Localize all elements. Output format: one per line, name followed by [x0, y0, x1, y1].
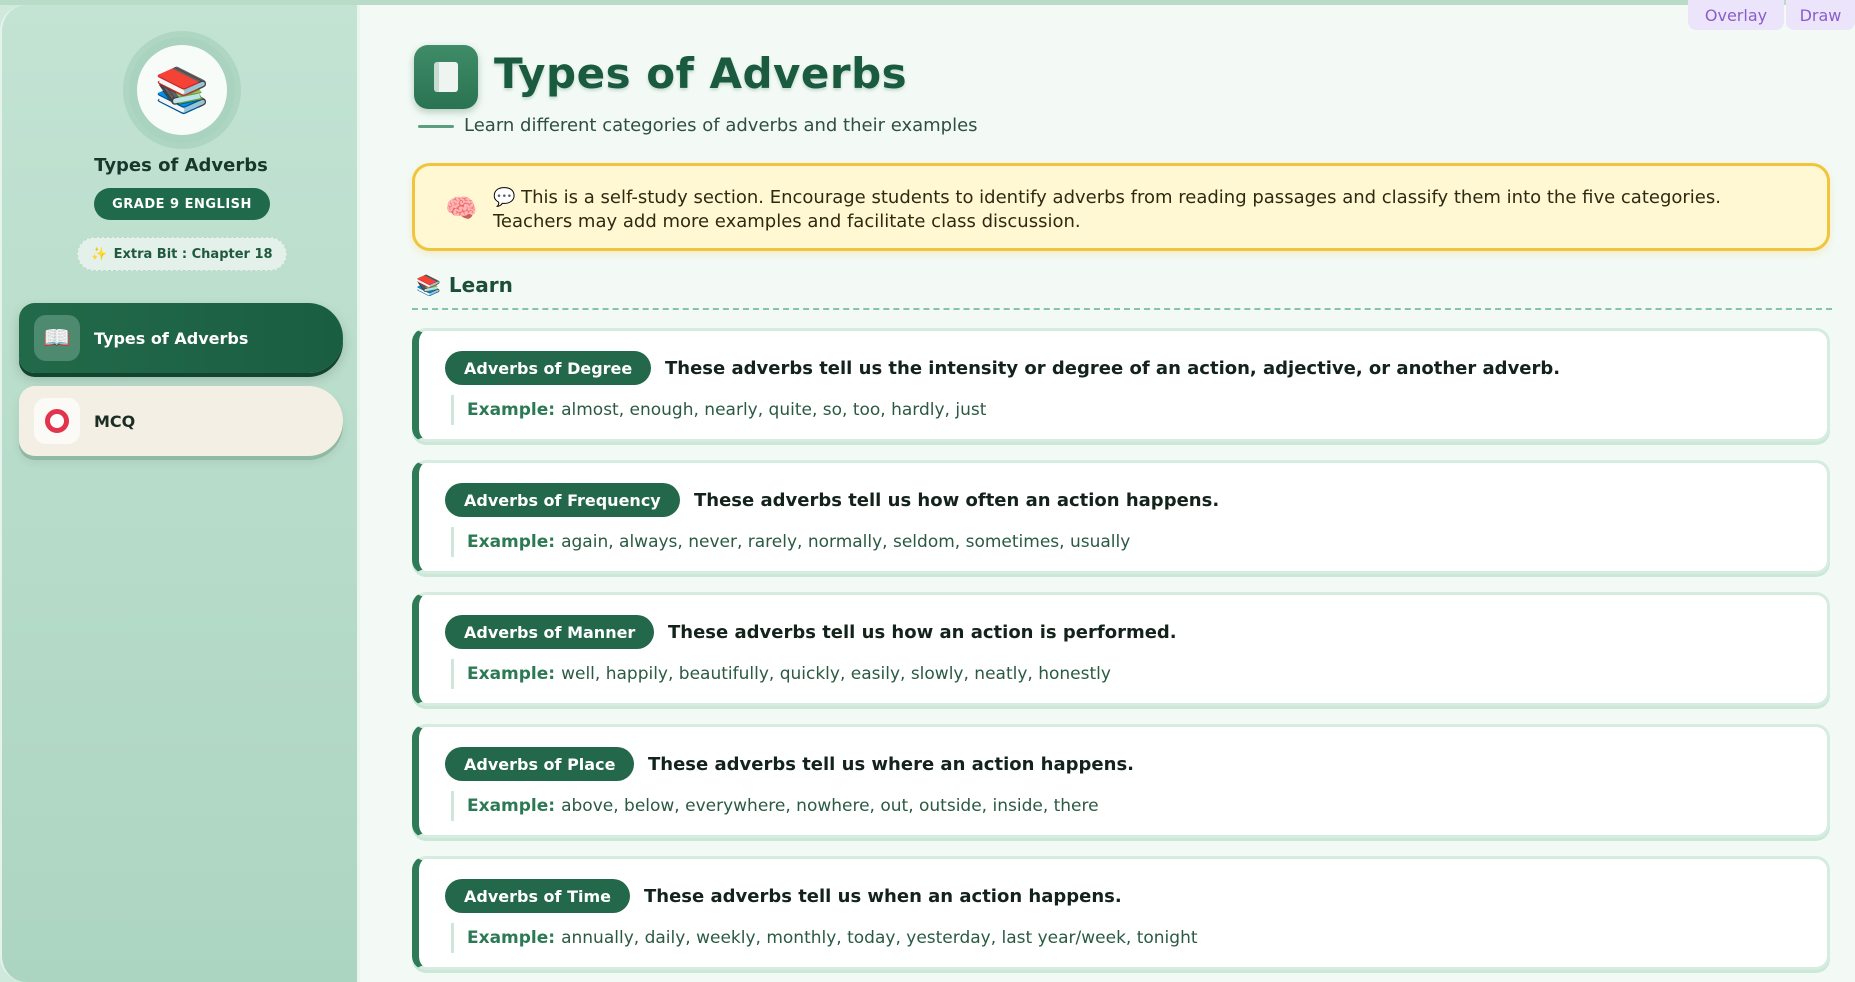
sidebar	[2, 5, 360, 982]
nav-item-label: MCQ	[94, 411, 136, 431]
subtitle-accent	[418, 125, 454, 128]
example-words: again, always, never, rarely, normally, seldom, sometimes, usually	[561, 532, 1131, 552]
card-pill: Adverbs of Time	[445, 879, 630, 913]
brain-icon: 🧠	[445, 194, 478, 224]
card-pill: Adverbs of Degree	[445, 351, 651, 385]
card-description: These adverbs tell us when an action happens.	[644, 886, 1122, 907]
sparkles-icon: ✨	[91, 246, 108, 262]
example-label: Example:	[467, 400, 556, 420]
card-description: These adverbs tell us where an action happens.	[648, 754, 1134, 775]
open-book-icon: 📖	[34, 315, 80, 361]
card-description: These adverbs tell us the intensity or degree of an action, adjective, or another adverb.	[665, 358, 1561, 379]
speech-bubble-icon: 💬	[493, 187, 516, 208]
chapter-badge	[77, 237, 287, 271]
example-label: Example:	[467, 532, 556, 552]
example-words: almost, enough, nearly, quite, so, too, hardly, just	[561, 400, 987, 420]
nav-item-types-of-adverbs[interactable]	[19, 303, 343, 373]
example-label: Example:	[467, 796, 556, 816]
app-frame	[0, 5, 1855, 982]
teacher-note	[412, 163, 1830, 251]
card-pill: Adverbs of Manner	[445, 615, 654, 649]
card-example	[451, 791, 1099, 821]
logo	[129, 37, 235, 143]
grade-badge: GRADE 9 ENGLISH	[94, 188, 270, 220]
example-label: Example:	[467, 928, 556, 948]
books-icon: 📚	[416, 273, 441, 297]
learn-divider	[412, 308, 1832, 310]
teacher-note-body: This is a self-study section. Encourage students to identify adverbs from reading passages and classify them into the five categories. Teachers may add more examples and facilitate class discussion.	[493, 187, 1721, 232]
overlay-button[interactable]: Overlay	[1688, 0, 1784, 30]
card-example	[451, 923, 1198, 953]
example-words: above, below, everywhere, nowhere, out, outside, inside, there	[561, 796, 1099, 816]
chapter-badge-label: Extra Bit : Chapter 18	[113, 246, 273, 262]
adverb-card-degree	[412, 328, 1830, 442]
draw-button[interactable]: Draw	[1786, 0, 1855, 30]
ring-icon-wrap	[34, 398, 80, 444]
nav-item-mcq[interactable]	[19, 386, 343, 456]
sidebar-title: Types of Adverbs	[94, 155, 268, 176]
example-words: well, happily, beautifully, quickly, easily, slowly, neatly, honestly	[561, 664, 1111, 684]
main-content	[412, 5, 1832, 982]
learn-heading	[416, 273, 513, 297]
ring-icon	[45, 409, 69, 433]
page-subtitle: Learn different categories of adverbs and their examples	[464, 115, 978, 136]
card-description: These adverbs tell us how often an action happens.	[694, 490, 1220, 511]
adverb-card-place	[412, 724, 1830, 838]
example-label: Example:	[467, 664, 556, 684]
example-words: annually, daily, weekly, monthly, today, yesterday, last year/week, tonight	[561, 928, 1198, 948]
card-example	[451, 527, 1130, 557]
card-example	[451, 659, 1111, 689]
teacher-note-text	[493, 186, 1793, 234]
card-pill: Adverbs of Place	[445, 747, 634, 781]
page-title: Types of Adverbs	[494, 49, 908, 98]
adverb-card-manner	[412, 592, 1830, 706]
card-description: These adverbs tell us how an action is performed.	[668, 622, 1177, 643]
book-icon	[414, 45, 478, 109]
adverb-card-frequency	[412, 460, 1830, 574]
books-icon: 📚	[137, 45, 227, 135]
adverb-card-time	[412, 856, 1830, 970]
card-example	[451, 395, 986, 425]
nav-item-label: Types of Adverbs	[94, 328, 249, 348]
learn-heading-label: Learn	[448, 273, 513, 297]
card-pill: Adverbs of Frequency	[445, 483, 680, 517]
